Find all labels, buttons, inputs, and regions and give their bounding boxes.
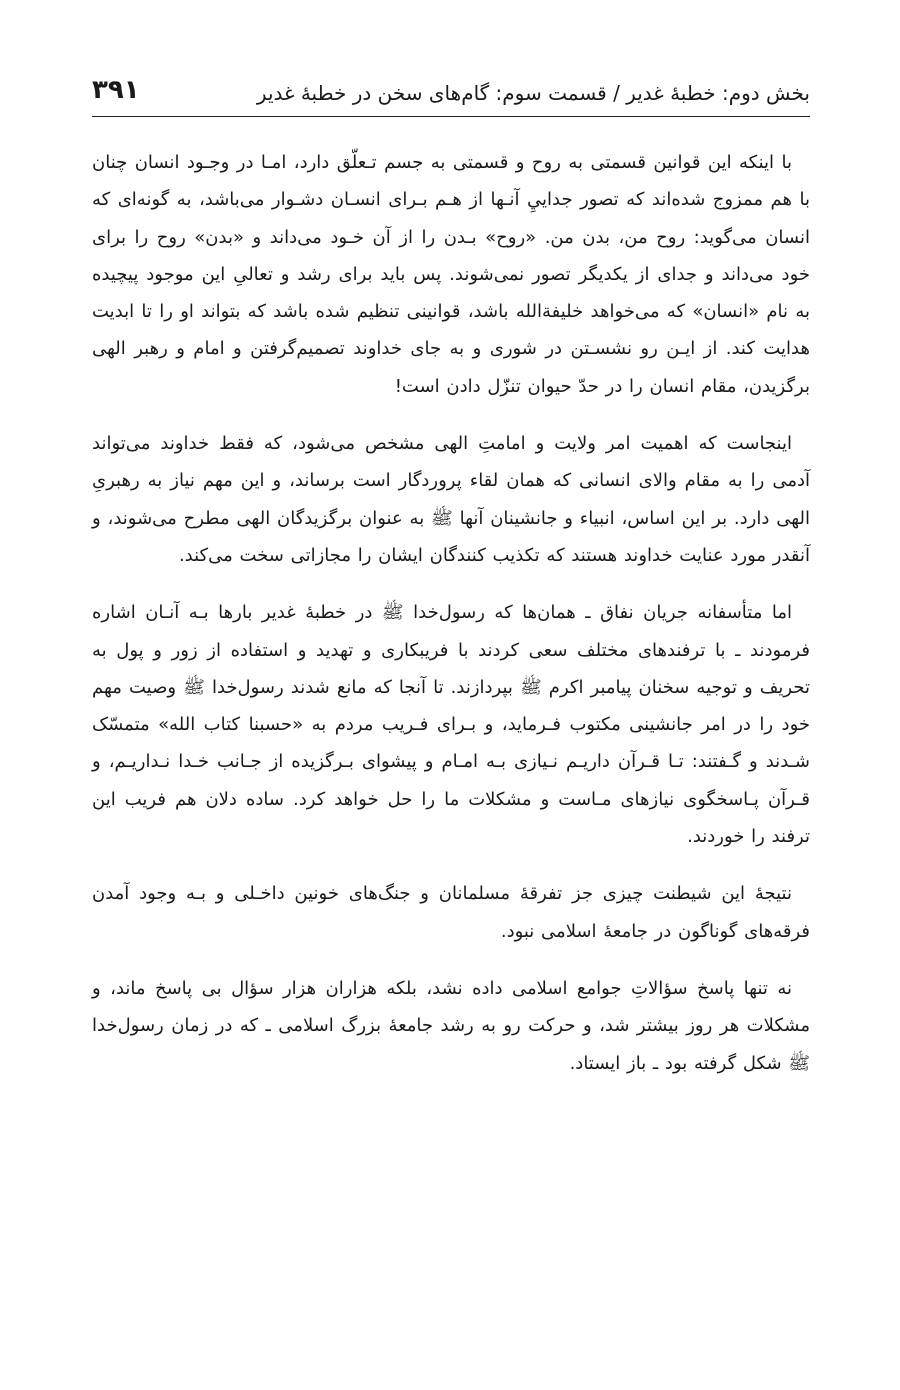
paragraph-2: اینجاست که اهمیت امر ولایت و امامتِ الهی مشخص می‌شود، که فقط خداوند می‌تواند آدمی را به مقام والای انسانی که همان لقاء پروردگار است برساند، و این مهم نیاز به رهبریِ الهی دارد. بر این اساس، انبیاء و جانشینان آنها ﷺ به عنوان برگزیدگان الهی مطرح می‌شوند، و آنقدر مورد عنایت خداوند هستند که تکذیب کنندگان ایشان را مجازاتی سخت می‌کند. <box>92 433 810 566</box>
running-header <box>92 72 810 117</box>
page-number: ۳۹۱ <box>92 75 140 105</box>
paragraph-1: با اینکه این قوانین قسمتی به روح و قسمتی به جسم تـعلّق دارد، امـا در وجـود انسان چنان با هم ممزوج شده‌اند که تصور جدایيِ آنـها از هـم بـرای انسـان دشـوار می‌باشد، به گونه‌ای که انسان می‌گوید: روح من، بدن من. «روح» بـدن را از آن خـود می‌داند و «بدن» روح را برای خود می‌داند و جدای از یکدیگر تصور نمی‌شوند. پس باید برای رشد و تعالیِ این موجود پیچیده به نام «انسان» که می‌خواهد خلیفة‌الله باشد، قوانینی تنظیم شده باشد که بتواند او را تا ابدیت هدایت کند. از ایـن رو نشسـتن در شوری و به جای خداوند تصمیم‌گرفتن و امام و رهبر الهی برگزیدن، مقام انسان را در حدّ حیوان تنزّل دادن است! <box>92 152 810 397</box>
section-title: بخش دوم: خطبهٔ غدیر / قسمت سوم: گام‌های سخن در خطبهٔ غدیر <box>256 81 810 105</box>
paragraph-4: نتیجهٔ این شیطنت چیزی جز تفرقهٔ مسلمانان و جنگ‌های خونین داخـلی و بـه وجود آمدن فرقه‌های گوناگون در جامعهٔ اسلامی نبود. <box>92 883 810 942</box>
paragraph-3: اما متأسفانه جریان نفاق ـ همان‌ها که رسول‌خدا ﷺ در خطبهٔ غدیر بارها بـه آنـان اشاره فرمودند ـ با ترفندهای مختلف سعی کردند با فریبکاری و تهدید و استفاده از زور و پول به تحریف و توجیه سخنان پیامبر اکرم ﷺ بپردازند. تا آنجا که مانع شدند رسول‌خدا ﷺ وصیت مهم خود را در امر جانشینی مکتوب فـرماید، و بـرای فـریب مردم به «حسبنا کتاب الله» متمسّک شـدند و گـفتند: تـا قـرآن داریـم نـیازی بـه امـام و پیشوای بـرگزیده از جـانب خـدا نـداریـم، و قـرآن پـاسخگوی نیازهای مـاست و مشکلات ما را حل خواهد کرد. ساده دلان هم فریب این ترفند را خوردند. <box>92 602 810 848</box>
body-text <box>92 144 810 1082</box>
book-page <box>92 72 810 1362</box>
paragraph-5: نه تنها پاسخ سؤالاتِ جوامع اسلامی داده نشد، بلکه هزاران هزار سؤال بی پاسخ ماند، و مشکلات هر روز بیشتر شد، و حرکت رو به رشد جامعهٔ بزرگ اسلامی ـ که در زمان رسول‌خدا ﷺ شکل گرفته بود ـ باز ایستاد. <box>92 977 810 1074</box>
